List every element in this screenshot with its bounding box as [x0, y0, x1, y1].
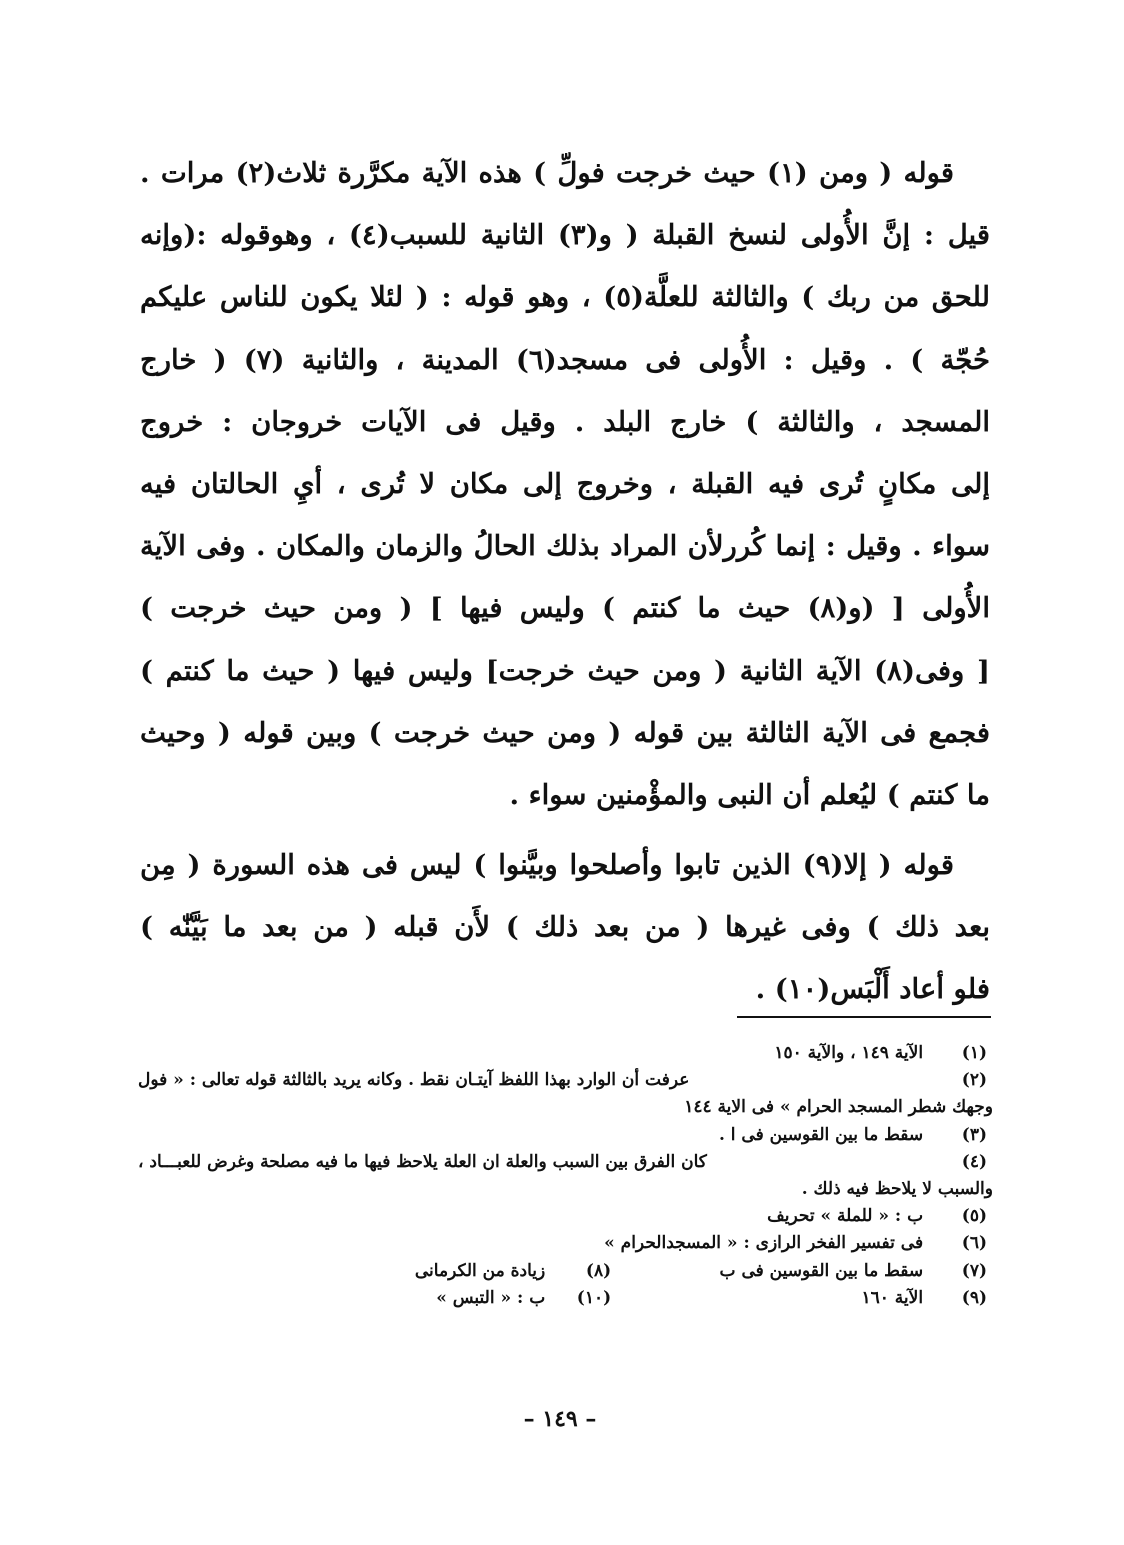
footnote [138, 1230, 993, 1257]
footnote-number: (٩) [961, 1287, 987, 1308]
footnote-text: ب : « للملة » تحريف [767, 1206, 924, 1227]
footnote-number: (٨) [585, 1260, 612, 1281]
text-line: بعد ذلك ) وفى غيرها ( من بعد ذلك ) لأَن قبله ( من بعد ما بَيَّنّٰه ) [140, 911, 990, 944]
footnote [138, 1203, 993, 1230]
footnote-number: (٦) [961, 1233, 987, 1254]
page-number: – ١٤٩ – [523, 1406, 597, 1432]
footnote-text: الآية ١٦٠ [861, 1287, 924, 1308]
footnote-number: (٥) [961, 1206, 987, 1227]
text-line: إلى مكانٍ تُرى فيه القبلة ، وخروج إلى مكان لا تُرى ، أيِ الحالتان فيه [140, 467, 990, 500]
text-line: قوله ( ومن (١) حيث خرجت فولِّ ) هذه الآية مكرَّرة ثلاث(٢) مرات . [140, 157, 954, 189]
text-line: للحق من ربك ) والثالثة للعلَّة(٥) ، وهو قوله : ( لئلا يكون للناس عليكم [140, 281, 990, 314]
footnote-number: (٢) [961, 1070, 987, 1091]
footnote-text: سقط ما بين القوسين فى ا . [718, 1124, 924, 1145]
footnote [138, 1040, 993, 1067]
footnote-text: عرفت أن الوارد بهذا اللفظ آيتـان نقط . وكانه يريد بالثالثة قوله تعالى : « فول [138, 1070, 690, 1091]
footnote-text: كان الفرق بين السبب والعلة ان العلة يلاحظ فيها ما فيه مصلحة وغرض للعبـــاد ، [138, 1151, 707, 1172]
footnote-continuation: والسبب لا يلاحظ فيه ذلك . [801, 1178, 993, 1199]
footnote-text: ب : « التبس » [436, 1287, 546, 1308]
footnote-divider [737, 1016, 991, 1018]
footnote-number: (٤) [961, 1151, 987, 1172]
text-line: حُجّة ) . وقيل : الأُولى فى مسجد(٦) المدينة ، والثانية (٧) ( خارج [140, 343, 990, 376]
footnote [138, 1122, 993, 1149]
text-line: فجمع فى الآية الثالثة بين قوله ( ومن حيث خرجت ) وبين قوله ( وحيث [140, 716, 990, 749]
footnote-number: (١٠) [576, 1287, 612, 1308]
footnote-number: (٧) [961, 1260, 987, 1281]
text-line: ما كنتم ) ليُعلم أن النبى والمؤْمنين سواء . [509, 778, 990, 811]
footnote-continuation: وجهك شطر المسجد الحرام » فى الاية ١٤٤ [684, 1097, 993, 1118]
footnote-number: (٣) [961, 1124, 987, 1145]
footnotes-block [138, 1040, 993, 1312]
text-line: سواء . وقيل : إنما كُررلأن المراد بذلك الحالُ والزمان والمكان . وفى الآية [140, 530, 990, 563]
footnote [138, 1149, 993, 1176]
footnote-pair [138, 1285, 993, 1312]
footnote-number: (١) [961, 1043, 987, 1063]
footnote-text: الآية ١٤٩ ، والآية ١٥٠ [774, 1043, 924, 1063]
footnote-text: سقط ما بين القوسين فى ب [719, 1260, 924, 1281]
main-text-block [140, 142, 990, 1021]
text-line: فلو أعاد أَلْبَس(١٠) . [755, 973, 990, 1006]
text-line: المسجد ، والثالثة ) خارج البلد . وقيل فى الآيات خروجان : خروج [140, 405, 990, 438]
footnote [138, 1067, 993, 1094]
text-line: قوله ( إلا(٩) الذين تابوا وأصلحوا وبيَّنوا ) ليس فى هذه السورة ( مِن [140, 849, 954, 882]
footnote-text: زيادة من الكرمانى [414, 1260, 546, 1281]
text-line: الأُولى [ (و(٨) حيث ما كنتم ) وليس فيها ] ( ومن حيث خرجت ) [140, 592, 990, 625]
footnote-text: فى تفسير الفخر الرازى : « المسجدالحرام » [604, 1233, 924, 1254]
footnote-pair [138, 1258, 993, 1285]
text-line: [ وفى(٨) الآية الثانية ( ومن حيث خرجت] وليس فيها ( حيث ما كنتم ) [140, 654, 990, 687]
text-line: قيل : إنَّ الأُولى لنسخ القبلة ( و(٣) الثانية للسبب(٤) ، وهوقوله :(وإنه [140, 219, 990, 252]
